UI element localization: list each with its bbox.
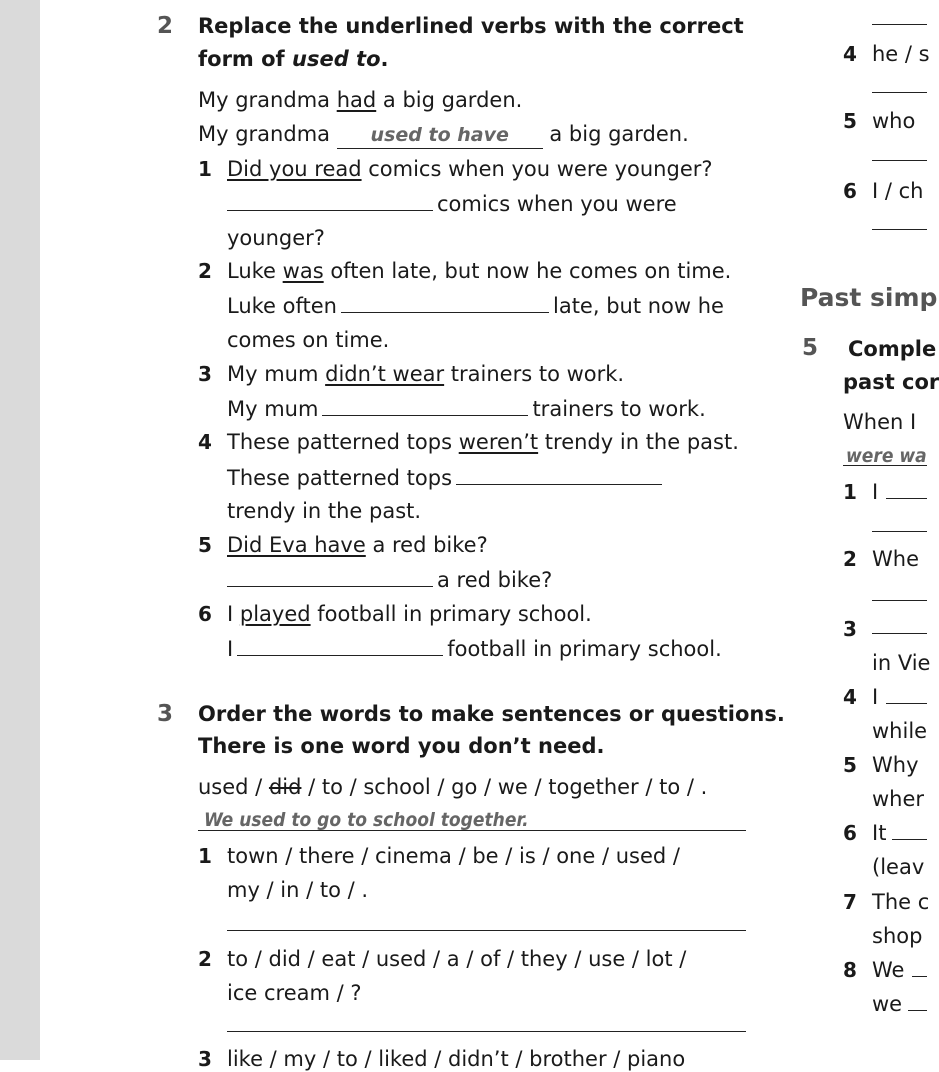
exercise-instruction: Replace the underlined verbs with the correct <box>198 14 744 38</box>
answer-line[interactable] <box>872 24 927 25</box>
item-number: 2 <box>198 947 212 971</box>
answer-line[interactable] <box>227 1031 746 1032</box>
item-number: 4 <box>843 685 857 709</box>
item-rewrite[interactable]: These patterned tops <box>227 464 666 491</box>
item-rewrite[interactable]: I football in primary school. <box>227 637 722 661</box>
item-words: who <box>872 109 916 133</box>
item-text: shop <box>872 924 923 948</box>
item-rewrite-cont: trendy in the past. <box>227 499 422 523</box>
item-number: 1 <box>198 157 212 181</box>
item-number: 5 <box>198 533 212 557</box>
exercise-instruction: Comple <box>848 337 937 361</box>
item-text: while <box>872 719 928 743</box>
answer-line[interactable] <box>908 1010 927 1011</box>
item-number: 6 <box>843 179 857 203</box>
answer-line[interactable] <box>872 160 927 161</box>
item-words: I / ch <box>872 179 924 203</box>
item-number: 2 <box>843 547 857 571</box>
answer-line[interactable] <box>886 498 927 499</box>
item-number: 5 <box>843 753 857 777</box>
item-text: wher <box>872 787 925 811</box>
item-text: We <box>872 958 905 982</box>
exercise-instruction: Order the words to make sentences or questions. <box>198 702 785 726</box>
item-sentence: Did Eva have a red bike? <box>227 533 488 557</box>
item-rewrite[interactable]: comics when you were <box>227 190 677 217</box>
item-text: Why <box>872 753 919 777</box>
answer-line[interactable] <box>872 531 927 532</box>
item-number: 5 <box>843 109 857 133</box>
example-answer: We used to go to school together. <box>204 809 529 831</box>
item-sentence: These patterned tops weren’t trendy in the past. <box>227 430 739 454</box>
item-text: I <box>872 480 879 504</box>
answer-line[interactable] <box>872 229 927 230</box>
item-number: 6 <box>198 602 212 626</box>
item-number: 1 <box>198 844 212 868</box>
page-gutter <box>0 0 40 1060</box>
example-rewrite: My grandma used to have a big garden. <box>198 121 689 149</box>
item-text: It <box>872 821 887 845</box>
item-sentence: My mum didn’t wear trainers to work. <box>227 362 625 386</box>
item-words: like / my / to / liked / didn’t / brother / piano <box>227 1047 686 1071</box>
item-number: 1 <box>843 480 857 504</box>
exercise-number: 5 <box>802 335 819 361</box>
answer-line[interactable] <box>227 930 746 931</box>
item-number: 3 <box>198 1047 212 1071</box>
item-words: he / s <box>872 42 930 66</box>
item-number: 4 <box>198 430 212 454</box>
answer-line[interactable] <box>912 976 927 977</box>
item-rewrite-cont: comes on time. <box>227 328 390 352</box>
example-sentence: When I <box>843 410 917 434</box>
item-text: in Vie <box>872 651 931 675</box>
item-rewrite[interactable]: a red bike? <box>227 566 552 593</box>
item-number: 6 <box>843 821 857 845</box>
item-sentence: Did you read comics when you were younger? <box>227 157 713 181</box>
item-sentence: I played football in primary school. <box>227 602 592 626</box>
example-sentence: My grandma had a big garden. <box>198 88 523 112</box>
item-words: ice cream / ? <box>227 981 362 1005</box>
item-number: 3 <box>843 617 857 641</box>
example-words: used / did / to / school / go / we / together / to / . <box>198 775 708 799</box>
example-answer: were wa <box>846 445 927 467</box>
item-words: to / did / eat / used / a / of / they / use / lot / <box>227 947 687 971</box>
item-text: (leav <box>872 855 925 879</box>
item-rewrite[interactable]: Luke often late, but now he <box>227 294 724 318</box>
answer-line <box>198 830 746 831</box>
answer-line <box>843 465 927 466</box>
item-text: I <box>872 685 879 709</box>
example-answer: used to have <box>337 121 543 149</box>
answer-line[interactable] <box>892 839 927 840</box>
exercise-number: 2 <box>157 13 174 39</box>
item-words: my / in / to / . <box>227 878 369 902</box>
answer-line[interactable] <box>872 633 927 634</box>
item-number: 2 <box>198 259 212 283</box>
exercise-instruction: past cor <box>843 370 939 394</box>
item-number: 3 <box>198 362 212 386</box>
item-rewrite-cont: younger? <box>227 226 325 250</box>
answer-line[interactable] <box>872 600 927 601</box>
item-number: 4 <box>843 42 857 66</box>
item-words: town / there / cinema / be / is / one / used / <box>227 844 680 868</box>
answer-line[interactable] <box>872 92 927 93</box>
item-text: we <box>872 992 903 1016</box>
exercise-instruction: form of used to. <box>198 47 389 71</box>
item-number: 8 <box>843 958 857 982</box>
section-heading: Past simp <box>800 283 938 312</box>
exercise-instruction: There is one word you don’t need. <box>198 734 605 758</box>
item-number: 7 <box>843 890 857 914</box>
item-rewrite[interactable]: My mum trainers to work. <box>227 397 706 421</box>
answer-line[interactable] <box>886 703 927 704</box>
exercise-number: 3 <box>157 701 174 727</box>
item-sentence: Luke was often late, but now he comes on time. <box>227 259 732 283</box>
item-text: Whe <box>872 547 919 571</box>
item-text: The c <box>872 890 930 914</box>
